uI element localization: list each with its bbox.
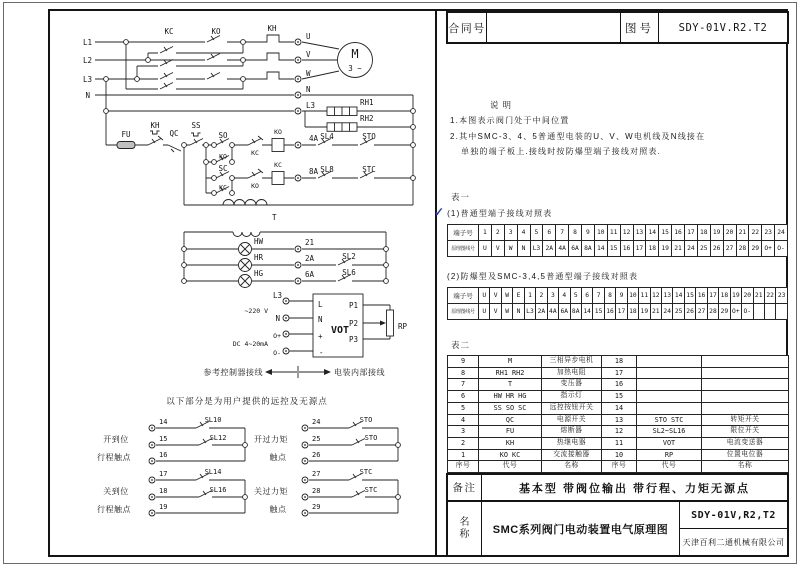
component-cell: 转矩开关 (702, 414, 789, 426)
label-sl14: SL14 (204, 468, 222, 476)
terminal-cell: 端子号 (448, 225, 479, 241)
component-cell (702, 391, 789, 403)
label-4a: 4A (309, 134, 319, 143)
label-rp: RP (398, 322, 408, 331)
terminal-cell: 19 (659, 241, 672, 257)
terminal-cell: 5 (530, 225, 543, 241)
vot-pin-minus: - (319, 348, 324, 357)
label-contact-3: 触点 (269, 453, 287, 462)
terminal-cell: V (490, 304, 501, 320)
label-sto-contact-2: STO (364, 434, 378, 442)
terminal-cell: 16 (696, 288, 707, 304)
terminal-cell: 25 (673, 304, 684, 320)
note-line-2: 2.其中SMC-3、4、5普通型电装的U、V、W电机线及N线接在 (450, 132, 706, 141)
terminal-cell: 18 (627, 304, 638, 320)
terminal-cell: 27 (696, 304, 707, 320)
remark-row (446, 473, 789, 502)
label-sl12: SL12 (209, 434, 227, 442)
label-l3-terminal: L3 (306, 101, 316, 110)
label-kc-interlock: KC (251, 149, 259, 157)
terminal-cell: V (491, 241, 504, 257)
component-cell: 5 (448, 402, 479, 414)
component-cell: KO KC (479, 449, 542, 461)
component-cell: STO STC (637, 414, 702, 426)
terminal-cell: 13 (633, 225, 646, 241)
label-sl8: SL8 (320, 165, 334, 174)
terminal-cell: 6A (559, 304, 570, 320)
label-l3-vot: L3 (272, 291, 282, 300)
vot-pin-n: N (318, 315, 323, 324)
label-6a: 6A (305, 270, 315, 279)
terminal-cell: 17 (685, 225, 698, 241)
label-kc-coil: KC (274, 161, 282, 169)
terminal-cell: 12 (650, 288, 661, 304)
label-n-vot: N (275, 314, 280, 323)
label-ko-parallel: KO (219, 152, 227, 161)
terminal-cell: 9 (582, 225, 595, 241)
terminal-cell: 17 (707, 288, 718, 304)
terminal-cell: O+ (730, 304, 741, 320)
terminal-cell: 1 (524, 288, 535, 304)
terminal-cell: 17 (616, 304, 627, 320)
component-cell (702, 379, 789, 391)
terminal-cell: 23 (776, 288, 788, 304)
terminal-cell: 3 (547, 288, 558, 304)
component-cell (702, 367, 789, 379)
component-cell: 15 (602, 391, 637, 403)
label-l2: L2 (82, 56, 92, 65)
terminal-cell: V (490, 288, 501, 304)
terminal-cell: 10 (627, 288, 638, 304)
label-dc-4-20ma: DC 4~20mA (232, 340, 268, 348)
component-cell: 位置电位器 (702, 449, 789, 461)
component-cell: 18 (602, 356, 637, 368)
label-sc: SC (218, 164, 228, 173)
label-controller-side: 参考控制器接线 (203, 368, 263, 377)
table1-section-label: 表一 (451, 192, 471, 202)
label-qc: QC (169, 129, 179, 138)
terminal-cell: 16 (604, 304, 615, 320)
terminal-cell: 24 (775, 225, 788, 241)
label-n: N (85, 91, 90, 100)
company-name: 天津百利二通机械有限公司 (682, 537, 785, 547)
terminal-cell: 23 (762, 225, 775, 241)
terminal-cell: 3 (504, 225, 517, 241)
terminal-cell: 6 (581, 288, 592, 304)
terminal-cell: 端子号 (448, 288, 479, 304)
terminal-cell: 7 (556, 225, 569, 241)
label-stc: STC (362, 165, 376, 174)
component-cell: 代号 (637, 461, 702, 473)
component-cell: 限位开关 (702, 426, 789, 438)
label-kc-column: KC (164, 27, 174, 36)
name-label-char-1: 名 (459, 516, 470, 528)
coil-ko (272, 139, 284, 152)
terminal-cell: 22 (764, 288, 775, 304)
terminal-cell: 21 (650, 304, 661, 320)
terminal-cell: 24 (662, 304, 673, 320)
terminal-cell: W (501, 288, 512, 304)
component-cell: T (479, 379, 542, 391)
terminal-cell: E (513, 288, 524, 304)
left-arrow (265, 369, 272, 375)
label-2a: 2A (305, 254, 315, 263)
component-cell: 6 (448, 391, 479, 403)
heater-rh1 (327, 107, 357, 116)
terminal-cell: 19 (639, 304, 650, 320)
terminal-cell: 26 (684, 304, 695, 320)
terminal-cell: 8 (604, 288, 615, 304)
terminal-cell: 29 (719, 304, 730, 320)
terminal-cell: W (504, 241, 517, 257)
terminal-cell: 15 (684, 288, 695, 304)
component-cell: KH (479, 437, 542, 449)
user-contacts-note: 以下部分是为用户提供的远控及无源点 (166, 396, 328, 406)
component-cell: 热继电器 (542, 437, 602, 449)
label-o-minus: O- (273, 349, 281, 357)
contract-number-value (487, 13, 621, 42)
terminal-cell: L3 (524, 304, 535, 320)
component-cell: 熔断器 (542, 426, 602, 438)
drawing-number-value: SDY-01V.R2.T2 (678, 21, 768, 34)
notes-title: 说明 (490, 100, 516, 110)
label-l1: L1 (82, 38, 92, 47)
terminal-cell: W (501, 304, 512, 320)
label-travel-contact-2: 行程触点 (97, 505, 131, 514)
terminal-29: 29 (312, 503, 321, 511)
terminal-cell: U (479, 241, 492, 257)
component-cell: 8 (448, 367, 479, 379)
name-block (446, 500, 789, 557)
terminal-cell: 4 (559, 288, 570, 304)
terminal-cell: 17 (633, 241, 646, 257)
terminal-cell: 原理图线号 (448, 241, 479, 257)
component-cell: 序号 (448, 461, 479, 473)
vot-pin-l: L (318, 300, 323, 309)
terminal-cell: 16 (672, 225, 685, 241)
component-cell (637, 402, 702, 414)
terminal-17: 17 (159, 470, 168, 478)
terminal-cell: 19 (730, 288, 741, 304)
label-8a: 8A (309, 167, 319, 176)
label-sto: STO (362, 132, 376, 141)
component-cell: 17 (602, 367, 637, 379)
component-cell: 10 (602, 449, 637, 461)
label-l3: L3 (82, 75, 92, 84)
motor-phase: 3 ~ (348, 64, 362, 73)
component-cell: 16 (602, 379, 637, 391)
terminal-cell: 1 (479, 225, 492, 241)
label-actuator-side: 电装内部接线 (334, 368, 385, 377)
vot-pin-p1: P1 (348, 301, 358, 310)
label-so: SO (218, 131, 228, 140)
terminal-cell: 22 (749, 225, 762, 241)
terminal-26: 26 (312, 451, 321, 459)
terminal-cell: 21 (753, 288, 764, 304)
component-cell: 序号 (602, 461, 637, 473)
label-sl16: SL16 (209, 486, 227, 494)
label-sl4: SL4 (320, 132, 334, 141)
terminal-cell: 28 (707, 304, 718, 320)
component-cell: 交流接触器 (542, 449, 602, 461)
terminal-table-explosionproof (447, 287, 788, 320)
label-vot: VOT (330, 325, 350, 336)
component-cell (637, 356, 702, 368)
terminal-cell: O+ (762, 241, 775, 257)
component-cell: 远控按钮开关 (542, 402, 602, 414)
terminal-cell: 14 (594, 241, 607, 257)
remark-label: 备注 (448, 475, 482, 500)
component-cell: FU (479, 426, 542, 438)
component-cell: 加热电阻 (542, 367, 602, 379)
contract-number-label: 合同号 (448, 13, 487, 42)
terminal-cell: 2 (536, 288, 547, 304)
terminal-cell: 8A (570, 304, 581, 320)
terminal-cell: 6 (543, 225, 556, 241)
terminal-cell: 27 (723, 241, 736, 257)
label-ko-coil: KO (274, 128, 282, 136)
label-w: W (306, 69, 311, 78)
label-n-terminal: N (306, 85, 311, 94)
component-cell: 4 (448, 414, 479, 426)
vot-pin-p2: P2 (348, 319, 358, 328)
component-cell: 电流变送器 (702, 437, 789, 449)
component-cell: 名称 (542, 461, 602, 473)
component-cell: RH1 RH2 (479, 367, 542, 379)
terminal-14: 14 (159, 418, 168, 426)
terminal-15: 15 (159, 435, 168, 443)
component-cell: 名称 (702, 461, 789, 473)
terminal-cell: 12 (620, 225, 633, 241)
title-band (446, 11, 789, 44)
label-sl6: SL6 (342, 268, 356, 277)
terminal-cell: 19 (710, 225, 723, 241)
wiper-arrow (380, 321, 386, 326)
terminal-cell: 29 (749, 241, 762, 257)
label-sto-contact-1: STO (359, 416, 373, 424)
table1-check-row (434, 203, 552, 221)
component-cell: VOT (637, 437, 702, 449)
terminal-cell (764, 304, 775, 320)
checkmark-icon: ✓ (434, 205, 445, 219)
table2-section-label: 表二 (451, 340, 471, 350)
right-arrow (324, 369, 331, 375)
component-cell (637, 391, 702, 403)
label-v: V (306, 50, 311, 59)
component-cell: 三相异步电机 (542, 356, 602, 368)
terminal-cell: 20 (723, 225, 736, 241)
component-cell: M (479, 356, 542, 368)
component-cell: 1 (448, 449, 479, 461)
terminal-cell: 15 (593, 304, 604, 320)
terminal-cell: L3 (530, 241, 543, 257)
component-cell: 11 (602, 437, 637, 449)
label-hg: HG (254, 269, 264, 278)
label-21: 21 (305, 238, 315, 247)
name-label (448, 502, 482, 555)
component-cell: 9 (448, 356, 479, 368)
label-close-position: 关到位 (103, 487, 129, 496)
remark-value: 基本型 带阀位输出 带行程、力矩无源点 (518, 482, 751, 495)
label-stc-contact-1: STC (359, 468, 373, 476)
label-sl2: SL2 (342, 252, 356, 261)
fuse-symbol (117, 142, 135, 149)
component-cell: 13 (602, 414, 637, 426)
terminal-cell: 10 (594, 225, 607, 241)
lamp-hw (239, 243, 252, 256)
label-kh-column: KH (267, 24, 277, 33)
terminal-25: 25 (312, 435, 321, 443)
coil-kc (272, 172, 284, 185)
component-cell: 变压器 (542, 379, 602, 391)
drawing-number-label: 图号 (621, 13, 659, 42)
terminal-cell: 15 (607, 241, 620, 257)
terminal-28: 28 (312, 487, 321, 495)
label-ko-interlock: KO (251, 182, 259, 190)
motor-m: M (351, 47, 359, 61)
terminal-cell: 原理图线号 (448, 304, 479, 320)
component-cell (637, 379, 702, 391)
terminal-cell: 8 (569, 225, 582, 241)
terminal-cell: 20 (742, 288, 753, 304)
component-cell: RP (637, 449, 702, 461)
terminal-cell: 2 (491, 225, 504, 241)
component-cell: 12 (602, 426, 637, 438)
component-cell (702, 356, 789, 368)
component-cell: QC (479, 414, 542, 426)
terminal-cell: 4A (547, 304, 558, 320)
terminal-24: 24 (312, 418, 321, 426)
name-label-char-2: 称 (459, 528, 470, 540)
terminal-cell: O- (775, 241, 788, 257)
potentiometer-rp (387, 310, 394, 336)
label-sl10: SL10 (204, 416, 222, 424)
component-cell: 电源开关 (542, 414, 602, 426)
component-cell: SS SO SC (479, 402, 542, 414)
terminal-cell: 5 (570, 288, 581, 304)
terminal-cell: N (513, 304, 524, 320)
terminal-cell: 18 (697, 225, 710, 241)
note-line-1: 1.本图表示阀门处于中间位置 (450, 116, 570, 125)
component-cell: 7 (448, 379, 479, 391)
label-ko-column: KO (211, 27, 221, 36)
terminal-cell: O- (742, 304, 753, 320)
label-220v: ~220 V (244, 307, 268, 315)
terminal-cell: 26 (710, 241, 723, 257)
terminal-cell: U (479, 288, 490, 304)
terminal-cell (753, 304, 764, 320)
terminal-cell: 28 (736, 241, 749, 257)
terminal-cell: U (479, 304, 490, 320)
terminal-cell: 11 (639, 288, 650, 304)
terminal-cell: 4A (556, 241, 569, 257)
lamp-hr (239, 259, 252, 272)
terminal-cell: 4 (517, 225, 530, 241)
terminal-cell: 18 (646, 241, 659, 257)
terminal-27: 27 (312, 470, 321, 478)
component-cell: SL2~SL16 (637, 426, 702, 438)
label-rh1: RH1 (360, 98, 374, 107)
terminal-cell: 11 (607, 225, 620, 241)
terminal-cell: 2A (543, 241, 556, 257)
component-cell: 指示灯 (542, 391, 602, 403)
terminal-cell: 9 (616, 288, 627, 304)
component-cell: 2 (448, 437, 479, 449)
label-transformer: T (272, 213, 277, 222)
label-o-plus: O+ (273, 332, 281, 340)
terminal-cell: 14 (581, 304, 592, 320)
terminal-cell: N (517, 241, 530, 257)
terminal-18: 18 (159, 487, 168, 495)
component-cell: 3 (448, 426, 479, 438)
terminal-cell: 16 (620, 241, 633, 257)
component-cell: HW HR HG (479, 391, 542, 403)
label-kh-contact: KH (150, 121, 160, 130)
note-line-3: 单独的端子板上.接线时按防爆型端子接线对照表. (461, 147, 662, 156)
label-stc-contact-2: STC (364, 486, 378, 494)
label-open-torque: 开过力矩 (254, 435, 288, 444)
terminal-cell: 14 (646, 225, 659, 241)
footer-drawing-number: SDY-01V,R2,T2 (680, 502, 787, 529)
terminal-cell (776, 304, 788, 320)
terminal-cell: 18 (719, 288, 730, 304)
drawing-title: SMC系列阀门电动装置电气原理图 (482, 502, 680, 555)
table1-sub2-label: (2)防爆型及SMC-3,4,5普通型端子接线对照表 (447, 272, 639, 281)
terminal-cell: 2A (536, 304, 547, 320)
label-open-position: 开到位 (103, 435, 129, 444)
terminal-cell: 7 (593, 288, 604, 304)
label-fu: FU (121, 130, 131, 139)
heater-rh2 (327, 123, 357, 132)
component-cell: 14 (602, 402, 637, 414)
label-hr: HR (254, 253, 264, 262)
label-contact-4: 触点 (269, 505, 287, 514)
label-kc-parallel: KC (219, 183, 227, 192)
terminal-19: 19 (159, 503, 168, 511)
terminal-cell: 15 (659, 225, 672, 241)
component-table (447, 355, 789, 473)
footer-right-column (680, 502, 787, 555)
label-hw: HW (254, 237, 264, 246)
terminal-cell: 25 (697, 241, 710, 257)
component-cell (637, 367, 702, 379)
label-travel-contact-1: 行程触点 (97, 453, 131, 462)
terminal-cell: 6A (569, 241, 582, 257)
vot-pin-p3: P3 (348, 335, 358, 344)
label-rh2: RH2 (360, 114, 374, 123)
label-ss: SS (191, 121, 201, 130)
label-close-torque: 关过力矩 (254, 487, 288, 496)
terminal-cell: 13 (662, 288, 673, 304)
terminal-cell: 14 (673, 288, 684, 304)
terminal-cell: 8A (582, 241, 595, 257)
label-u: U (306, 32, 311, 41)
lamp-hg (239, 275, 252, 288)
component-cell: 代号 (479, 461, 542, 473)
terminal-cell: 24 (685, 241, 698, 257)
table1-sub1-label: (1)普通型端子接线对照表 (447, 209, 553, 218)
component-cell (702, 402, 789, 414)
vot-pin-plus: + (318, 332, 323, 341)
terminal-table-normal (447, 224, 788, 257)
terminal-16: 16 (159, 451, 168, 459)
terminal-cell: 21 (672, 241, 685, 257)
terminal-cell: 21 (736, 225, 749, 241)
